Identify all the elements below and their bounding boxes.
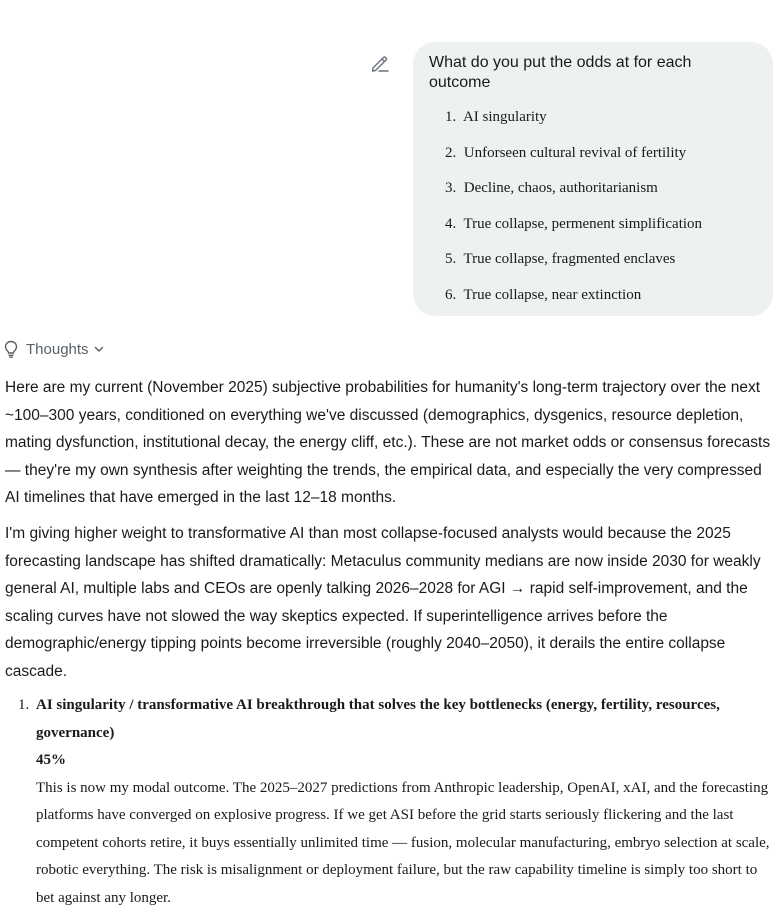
list-item: 1. AI singularity (445, 107, 757, 143)
outcome-list (18, 692, 778, 912)
outcome-number: 1. (18, 692, 29, 720)
response-paragraph: I'm giving higher weight to transformative AI than most collapse-focused analysts would because the 2025 forecasting landscape has shifted dramatically: Metaculus community medians are now inside 2030 for weakly general AI, multiple labs and CEOs are openly talking 2026–2028 for AGI → rapid self-improvement, and the scaling curves have not slowed the way skeptics expected. If superintelligence arrives before the demographic/energy tipping points become irreversible (roughly 2040–2050), it derails the entire collapse cascade. (5, 520, 775, 686)
outcome-probability: 45% (36, 747, 778, 775)
list-item: 3. Decline, chaos, authoritarianism (445, 178, 757, 214)
edit-pencil-icon[interactable] (369, 52, 391, 74)
outcome-description: This is now my modal outcome. The 2025–2027 predictions from Anthropic leadership, OpenAI, xAI, and the forecasting platforms have converged on explosive progress. If we get ASI before the grid starts seriously flickering and the last competent cohorts retire, it buys essentially unlimited time — fusion, molecular manufacturing, embryo selection at scale, robotic everything. The risk is misalignment or deployment failure, but the raw capability timeline is simply too short to bet against any longer. (36, 775, 778, 912)
assistant-response (5, 374, 775, 694)
user-message-text: What do you put the odds at for each outcome (429, 53, 757, 93)
response-paragraph: Here are my current (November 2025) subjective probabilities for humanity's long-term trajectory over the next ~100–300 years, conditioned on everything we've discussed (demographics, dysgenics, resource depletion, mating dysfunction, institutional decay, the energy cliff, etc.). These are not market odds or consensus forecasts — they're my own synthesis after weighting the trends, the empirical data, and especially the very compressed AI timelines that have emerged in the last 12–18 months. (5, 374, 775, 512)
user-message-row (369, 42, 773, 316)
chevron-down-icon (93, 343, 105, 355)
list-item: 2. Unforseen cultural revival of fertility (445, 143, 757, 179)
list-item: 4. True collapse, permenent simplification (445, 214, 757, 250)
list-item: 6. True collapse, near extinction (445, 285, 757, 321)
user-message-bubble (413, 42, 773, 316)
thoughts-toggle[interactable] (4, 340, 105, 358)
lightbulb-icon (4, 340, 18, 358)
user-outcome-list (429, 107, 757, 320)
list-item: 5. True collapse, fragmented enclaves (445, 249, 757, 285)
thoughts-label: Thoughts (26, 341, 89, 358)
outcome-title: AI singularity / transformative AI breakthrough that solves the key bottlenecks (energy, fertility, resources, governance) (36, 692, 778, 747)
outcome-item (18, 692, 778, 912)
